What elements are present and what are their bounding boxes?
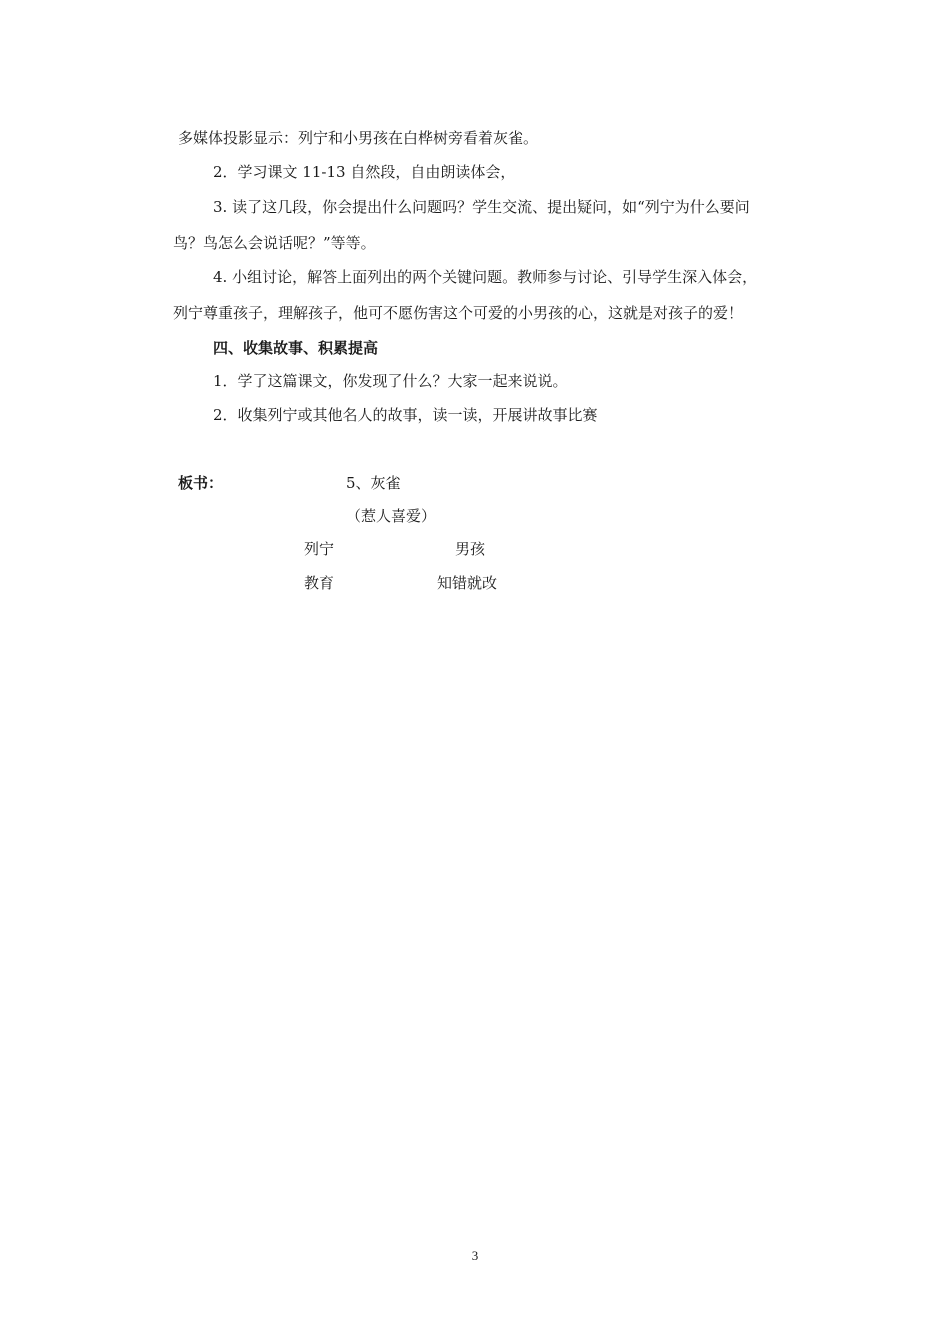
board-right-bottom: 知错就改: [437, 574, 498, 592]
paragraph-step-2: 2．学习课文 11-13 自然段，自由朗读体会，: [213, 163, 516, 181]
paragraph-multimedia: 多媒体投影显示：列宁和小男孩在白桦树旁看着灰雀。: [178, 129, 539, 147]
board-left-bottom: 教育: [304, 574, 335, 592]
section-heading-4: 四、收集故事、积累提高: [213, 339, 379, 357]
paragraph-step-4-line-2: 列宁尊重孩子，理解孩子，他可不愿伤害这个可爱的小男孩的心，这就是对孩子的爱！: [173, 304, 744, 322]
board-right-top: 男孩: [455, 540, 486, 558]
board-left-top: 列宁: [304, 540, 335, 558]
paragraph-step-3-line-1: 3. 读了这几段，你会提出什么问题吗？学生交流、提出疑问，如“列宁为什么要问: [213, 198, 750, 216]
section-4-item-2: 2．收集列宁或其他名人的故事，读一读，开展讲故事比赛: [213, 406, 598, 424]
board-label: 板书：: [178, 474, 224, 492]
board-title: 5、灰雀: [346, 474, 401, 492]
board-subtitle: （惹人喜爱）: [346, 507, 437, 525]
paragraph-step-3-line-2: 鸟？鸟怎么会说话呢？”等等。: [173, 234, 376, 252]
paragraph-step-4-line-1: 4. 小组讨论，解答上面列出的两个关键问题。教师参与讨论、引导学生深入体会，: [213, 268, 758, 286]
section-4-item-1: 1．学了这篇课文，你发现了什么？大家一起来说说。: [213, 372, 568, 390]
page-number: 3: [471, 1248, 479, 1263]
